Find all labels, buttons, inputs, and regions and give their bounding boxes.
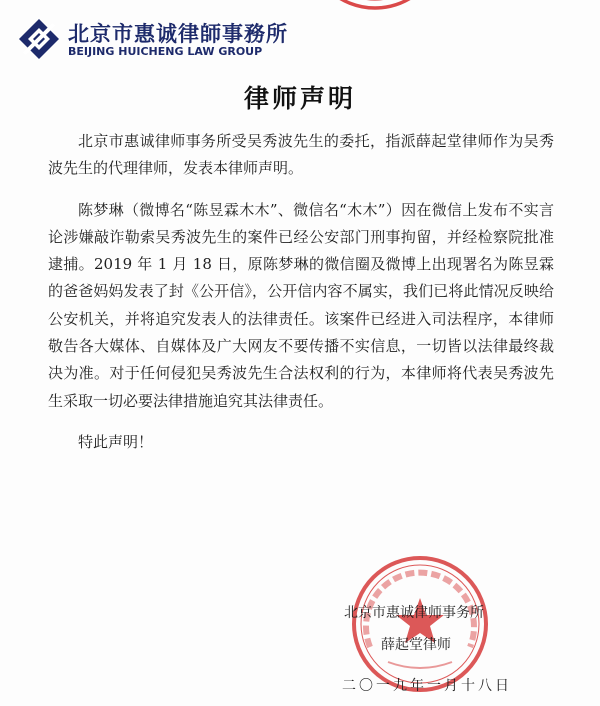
signature-date: 二〇一九年一月十八日 (342, 678, 512, 694)
document-title: 律师声明 (243, 84, 356, 113)
closing-statement: 特此声明！ (78, 432, 154, 451)
document-body (48, 128, 554, 456)
body-paragraph: 陈梦琳（微博名“陈昱霖木木”、微信名“木木”）因在微信上发布不实言论涉嫌敲诈勒索吴秀波先生的案件已经公安部门刑事拘留，并经检察院批准逮捕。2019 年 1 月 18 日，原陈梦琳的微信圈及微博上出现署名为陈昱霖的爸爸妈妈发表了封《公开信》，公开信内容不属实，我们已将此情况反映给公安机关，并将追究发表人的法律责任。该案件已经进入司法程序，本律师敬告各大媒体、自媒体及广大网友不要传播不实信息，一切皆以法律最终裁决为准。对于任何侵犯吴秀波先生合法权利的行为，本律师将代表吴秀波先生采取一切必要法律措施追究其法律责任。 (48, 200, 554, 410)
firm-name-english: BEIJING HUICHENG LAW GROUP (68, 45, 263, 58)
diamond-logo-icon (18, 18, 60, 60)
firm-name-chinese: 北京市惠诚律師事務所 (68, 22, 288, 46)
letterhead (18, 16, 308, 62)
signature-lawyer: 薛起堂律师 (381, 637, 451, 653)
seal-stamp-top (300, 0, 450, 35)
signature-firm: 北京市惠诚律师事务所 (344, 605, 484, 621)
body-paragraph: 北京市惠诚律师事务所受吴秀波先生的委托，指派薛起堂律师作为吴秀波先生的代理律师，发表本律师声明。 (48, 132, 554, 178)
